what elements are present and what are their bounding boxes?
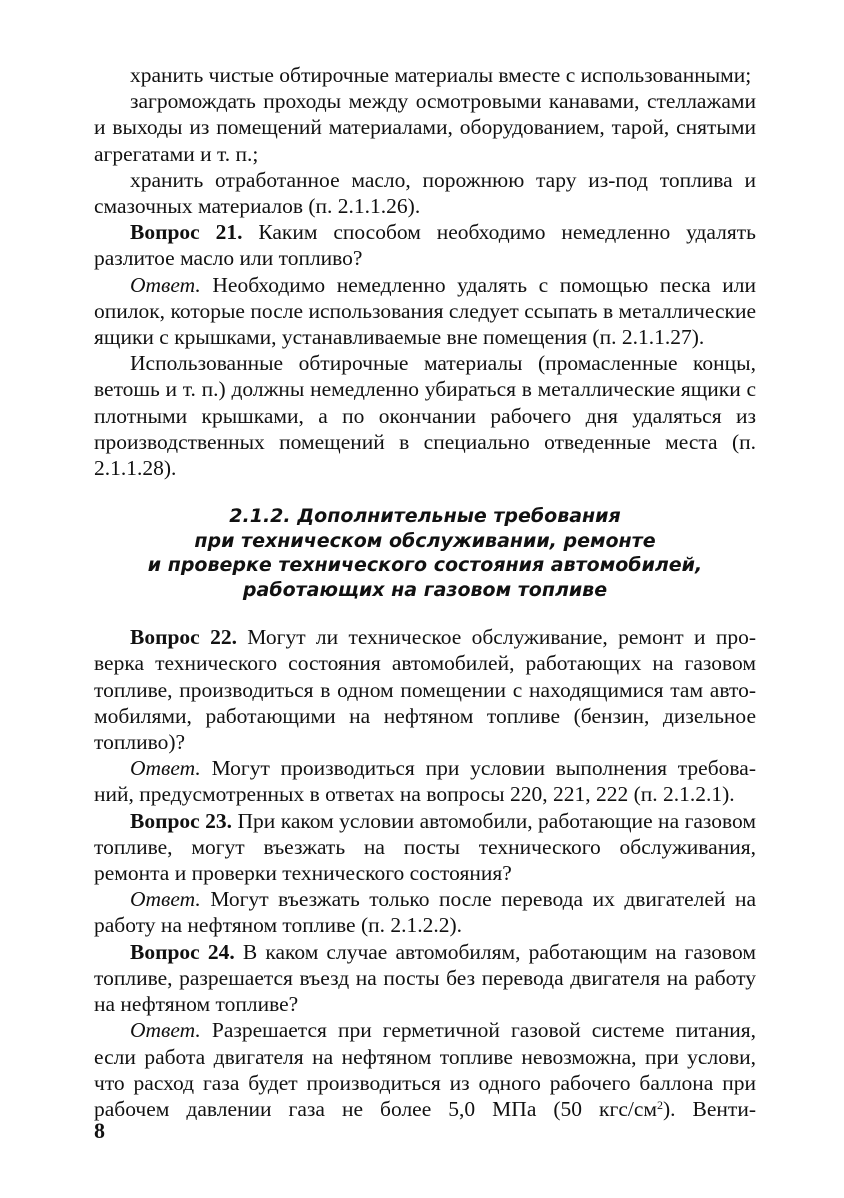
paragraph-text: загромождать проходы между осмотровыми канавами, стеллажами и выходы из помещений материалами, оборудованием, тарой, снятыми агрегатами и т. п.; [94, 89, 756, 166]
answer-text: Необходимо немедленно удалять с помощью песка или опилок, которые после использования следует ссыпать в металлические ящики с крышками, устанавливаемые вне помещения (п. 2.1.1.27). [94, 272, 756, 350]
question-paragraph [94, 219, 756, 271]
answer-label: Ответ. [130, 272, 201, 297]
question-paragraph [94, 624, 756, 755]
question-paragraph [94, 808, 756, 887]
answer-paragraph [94, 1017, 756, 1122]
paragraph-text: хранить отработанное масло, порожнюю тару из-под топлива и смазочных материалов (п. 2.1.1.26). [94, 167, 756, 219]
answer-text: Могут въезжать только после перевода их двигателей на работу на нефтяном топливе (п. 2.1.2.2). [94, 887, 756, 938]
answer-paragraph [94, 272, 756, 351]
paragraph [94, 167, 756, 219]
question-text: В каком случае автомобилям, работающим на газовом топливе, разрешается въезд на посты без перевода двигателя на работу на нефтяном топливе? [94, 939, 756, 1017]
answer-text: Разрешается при герметичной газовой системе питания, если работа двигателя на нефтяном топливе невозможна, при услови, что расход газа будет производиться из одного рабочего баллона при рабочем давлении газа не более 5,0 МПа (50 кгс/см [94, 1018, 756, 1121]
answer-text: Могут производиться при условии выполнения требований, предусмотренных в ответах на вопросы 220, 221, 222 (п. 2.1.2.1). [94, 756, 756, 807]
question-label: Вопрос 23. [130, 808, 233, 833]
question-text: При каком условии автомобили, работающие на газовом топливе, могут въезжать на посты технического обслуживания, ремонта и проверки технического состояния? [94, 808, 756, 886]
page-number: 8 [94, 1118, 105, 1143]
section-heading [94, 504, 756, 602]
paragraph-text: хранить чистые обтирочные материалы вместе с использованными; [130, 63, 752, 87]
question-text: Каким способом необходимо немедленно удалять разлитое масло или топливо? [94, 220, 756, 271]
answer-label: Ответ. [130, 756, 201, 781]
paragraph [94, 88, 756, 167]
page-body [94, 62, 756, 1122]
section-heading-line: при техническом обслуживании, ремонте [194, 529, 656, 552]
section-heading-line: работающих на газовом топливе [242, 578, 608, 601]
question-paragraph [94, 939, 756, 1018]
question-label: Вопрос 21. [130, 220, 243, 245]
question-label: Вопрос 22. [130, 625, 237, 650]
paragraph [94, 350, 756, 481]
question-label: Вопрос 24. [130, 939, 235, 964]
section-heading-line: и проверке технического состояния автомобилей, [147, 554, 703, 577]
answer-label: Ответ. [130, 1018, 201, 1043]
answer-paragraph [94, 755, 756, 807]
superscript: 2 [656, 1097, 663, 1112]
answer-paragraph [94, 886, 756, 938]
paragraph-text: Использованные обтирочные материалы (промасленные концы, ветошь и т. п.) должны немедленно убираться в металлические ящики с плотными крышками, а по окончании рабочего дня удаляться из производственных помещений в специально отведенные места (п. 2.1.1.28). [94, 351, 756, 481]
section-heading-line: 2.1.2. Дополнительные требования [229, 505, 621, 528]
paragraph [94, 62, 756, 88]
question-text: Могут ли техническое обслуживание, ремонт и проверка технического состояния автомобилей, работающих на газовом топливе, производиться в одном помещении с находящимися там автомобилями, работающими на нефтяном топливе (бензин, дизельное топливо)? [94, 625, 756, 755]
answer-label: Ответ. [130, 887, 201, 912]
answer-text-tail: ). Венти- [662, 1096, 756, 1121]
